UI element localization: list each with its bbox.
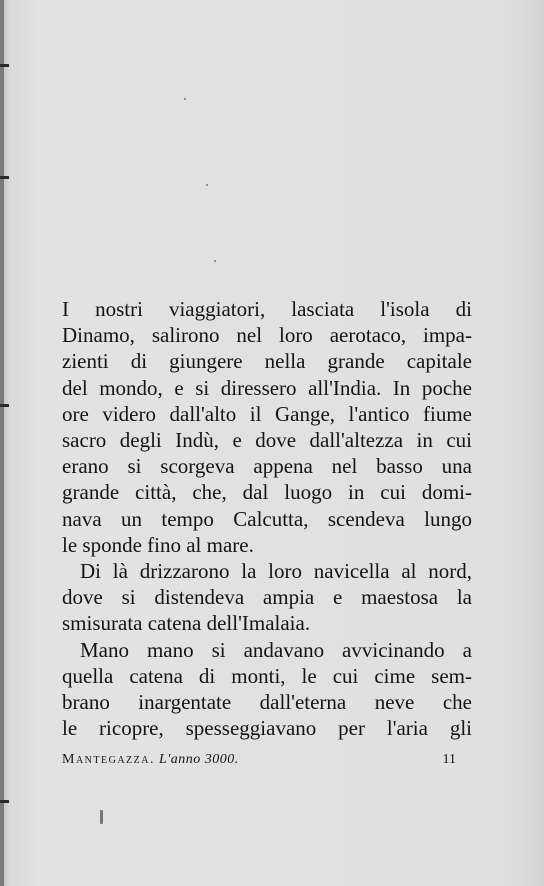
text-line: brano inargentate dall'eterna neve che	[62, 690, 472, 715]
text-line: ore videro dall'alto il Gange, l'antico fiume	[62, 401, 472, 426]
text-line: I nostri viaggiatori, lasciata l'isola di	[62, 297, 472, 321]
paper-speck	[214, 260, 216, 262]
running-footer	[62, 752, 239, 768]
text-line: smisurata catena dell'Imalaia.	[62, 611, 311, 636]
footer-author: Mantegazza.	[62, 752, 155, 767]
paragraph	[62, 637, 472, 742]
page-footer	[62, 752, 456, 774]
binding-mark	[0, 800, 9, 803]
paper-speck	[100, 810, 103, 824]
text-line: grande città, che, dal luogo in cui domi-	[62, 480, 472, 505]
text-line: Di là drizzarono la loro navicella al nord,	[80, 559, 472, 584]
text-line: quella catena di monti, le cui cime sem-	[62, 663, 472, 688]
paper-speck	[206, 184, 208, 186]
binding-mark	[0, 404, 9, 407]
paper-speck	[184, 98, 186, 100]
text-line: zienti di giungere nella grande capitale	[62, 349, 472, 374]
text-line: del mondo, e si diressero all'India. In poche	[62, 375, 472, 400]
text-line: erano si scorgeva appena nel basso una	[62, 454, 472, 479]
text-line: le ricopre, spesseggiavano per l'aria gli	[62, 716, 472, 741]
binding-mark	[0, 176, 9, 179]
text-line: sacro degli Indù, e dove dall'altezza in cui	[62, 428, 472, 453]
page-spine-edge	[0, 0, 4, 886]
text-line: le sponde fino al mare.	[62, 532, 254, 557]
text-line: Mano mano si andavano avvicinando a	[80, 637, 472, 662]
page-number: 11	[442, 752, 456, 767]
paragraph	[62, 558, 472, 637]
footer-title: L'anno 3000.	[159, 752, 239, 767]
text-line: Dinamo, salirono nel loro aerotaco, impa-	[62, 323, 472, 348]
body-text	[62, 296, 472, 741]
paragraph	[62, 296, 472, 558]
binding-mark	[0, 64, 9, 67]
text-line: dove si distendeva ampia e maestosa la	[62, 585, 472, 610]
text-line: nava un tempo Calcutta, scendeva lungo	[62, 506, 472, 531]
